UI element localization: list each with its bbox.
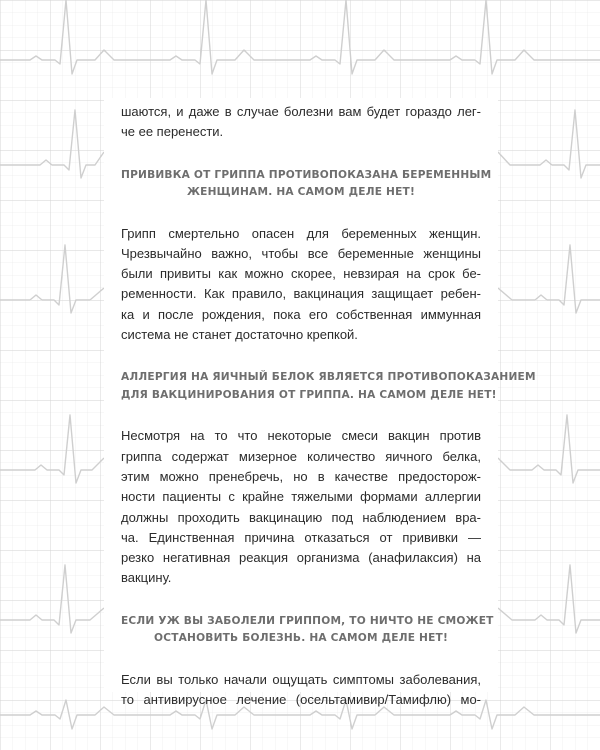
text-line: резко негативная реакция организма (анафилаксия) на (121, 550, 481, 566)
section-heading-pregnancy (121, 167, 492, 202)
heading-line: ЕСЛИ УЖ ВЫ ЗАБОЛЕЛИ ГРИППОМ, ТО НИЧТО НЕ СМОЖЕТ (121, 614, 494, 627)
heading-line: ПРИВИВКА ОТ ГРИППА ПРОТИВОПОКАЗАНА БЕРЕМЕННЫМ (121, 168, 492, 181)
text-line: ности пациенты с крайне тяжелыми формами аллергии (121, 489, 481, 505)
paragraph-already-sick (121, 670, 481, 711)
heading-line: ОСТАНОВИТЬ БОЛЕЗНЬ. НА САМОМ ДЕЛЕ НЕТ! (154, 632, 448, 645)
heading-line: ДЛЯ ВАКЦИНИРОВАНИЯ ОТ ГРИППА. НА САМОМ ДЕЛЕ НЕТ! (121, 388, 497, 401)
text-line: вакцину. (121, 570, 172, 586)
text-line: система не станет достаточно крепкой. (121, 327, 358, 343)
paragraph-pregnancy (121, 224, 481, 346)
text-line: Несмотря на то что некоторые смеси вакцин против (121, 428, 481, 444)
text-line: гриппа содержат мизерное количество яичного белка, (121, 448, 481, 464)
section-heading-already-sick (121, 613, 494, 648)
text-line: шаются, и даже в случае болезни вам будет гораздо лег- (121, 104, 481, 119)
paragraph-egg-allergy (121, 426, 481, 588)
text-line: Грипп смертельно опасен для беременных женщин. (121, 225, 481, 241)
section-heading-egg-allergy (121, 369, 536, 404)
text-line: этим можно пренебречь, но в качестве предосторож- (121, 468, 481, 484)
text-line: ча. Единственная причина отказаться от прививки — (121, 529, 481, 545)
text-line: че ее перенести. (121, 124, 224, 140)
text-page (104, 98, 536, 708)
text-line: ка и после рождения, пока его собственная иммунная (121, 306, 481, 322)
text-line: то антивирусное лечение (осельтамивир/Тамифлю) мо- (121, 692, 481, 708)
text-line: были привиты как можно скорее, невзирая на срок бе- (121, 266, 481, 282)
text-line: должны проходить вакцинацию под наблюдением вра- (121, 509, 481, 525)
heading-line: АЛЛЕРГИЯ НА ЯИЧНЫЙ БЕЛОК ЯВЛЯЕТСЯ ПРОТИВОПОКАЗАНИЕМ (121, 371, 536, 384)
paragraph-continuation (121, 102, 481, 143)
text-line: Чрезвычайно важно, чтобы все беременные женщины (121, 245, 481, 261)
text-line: Если вы только начали ощущать симптомы заболевания, (121, 671, 481, 687)
heading-line: ЖЕНЩИНАМ. НА САМОМ ДЕЛЕ НЕТ! (187, 186, 415, 199)
text-line: ременности. Как правило, вакцинация защищает ребен- (121, 286, 481, 302)
